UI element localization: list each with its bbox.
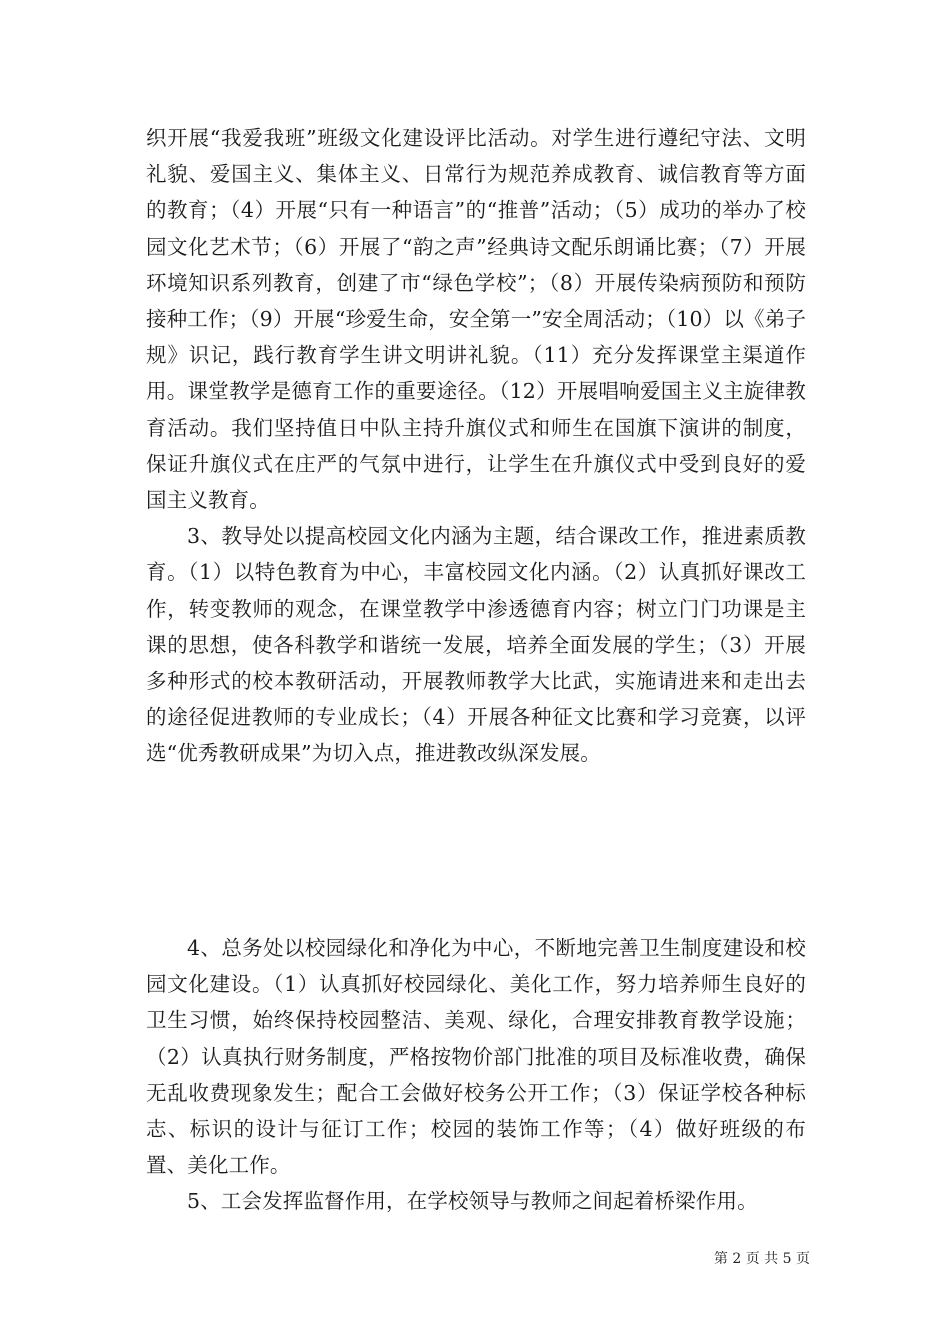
paragraph-moral-education-continued: 织开展“我爱我班”班级文化建设评比活动。对学生进行遵纪守法、文明礼貌、爱国主义、集体主义、日常行为规范养成教育、诚信教育等方面的教育；（4）开展“只有一种语言”的“推普”活动；（5）成功的举办了校园文化艺术节；（6）开展了“韵之声”经典诗文配乐朗诵比赛；（7）开展环境知识系列教育，创建了市“绿色学校”；（8）开展传染病预防和预防接种工作；（9）开展“珍爱生命，安全第一”安全周活动；（10）以《弟子规》识记，践行教育学生讲文明讲礼貌。（11）充分发挥课堂主渠道作用。课堂教学是德育工作的重要途径。（12）开展唱响爱国主义主旋律教育活动。我们坚持值日中队主持升旗仪式和师生在国旗下演讲的制度，保证升旗仪式在庄严的气氛中进行，让学生在升旗仪式中受到良好的爱国主义教育。 (146, 126, 806, 513)
paragraph-labor-union: 5、工会发挥监督作用，在学校领导与教师之间起着桥梁作用。 (187, 1189, 758, 1214)
paragraph-general-affairs: 4、总务处以校园绿化和净化为中心，不断地完善卫生制度建设和校园文化建设。（1）认真抓好校园绿化、美化工作，努力培养师生良好的卫生习惯，始终保持校园整洁、美观、绿化，合理安排教育教学设施；（2）认真执行财务制度，严格按物价部门批准的项目及标准收费，确保无乱收费现象发生；配合工会做好校务公开工作；（3）保证学校各种标志、标识的设计与征订工作；校园的装饰工作等；（4）做好班级的布置、美化工作。 (146, 936, 806, 1178)
page-number-footer: 第 2 页 共 5 页 (713, 1251, 810, 1267)
body-text-lower (146, 930, 806, 1220)
body-text-upper (146, 120, 806, 772)
paragraph-teaching-office: 3、教导处以提高校园文化内涵为主题，结合课改工作，推进素质教育。（1）以特色教育为中心，丰富校园文化内涵。（2）认真抓好课改工作，转变教师的观念，在课堂教学中渗透德育内容；树立门门功课是主课的思想，使各科教学和谐统一发展，培养全面发展的学生；（3）开展多种形式的校本教研活动，开展教师教学大比武，实施请进来和走出去的途径促进教师的专业成长；（4）开展各种征文比赛和学习竞赛，以评选“优秀教研成果”为切入点，推进教改纵深发展。 (146, 524, 806, 766)
